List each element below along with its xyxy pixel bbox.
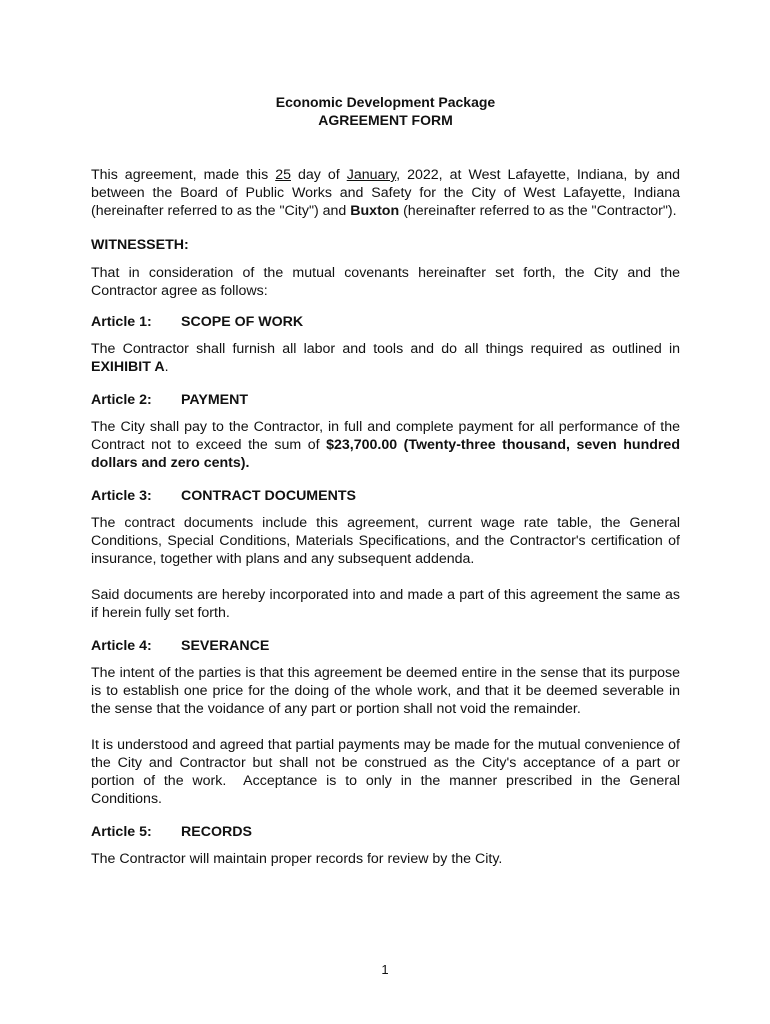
article-title: RECORDS — [181, 824, 252, 840]
article-5-text: The Contractor will maintain proper records for review by the City. — [91, 851, 503, 867]
witnesseth-heading: WITNESSETH: — [91, 237, 189, 253]
article-3-paragraph-1: The contract documents include this agreement, current wage rate table, the General Conditions, Special Conditions, Materials Specifications, and the Contractor's certification of insurance, together with plans and any subsequent addenda. — [91, 515, 680, 567]
article-number: Article 3: — [91, 488, 152, 504]
doc-title-line1: Economic Development Package — [275, 94, 496, 110]
article-title: CONTRACT DOCUMENTS — [181, 488, 356, 504]
article-2-heading — [91, 391, 680, 409]
article-4-paragraph-1: The intent of the parties is that this agreement be deemed entire in the sense that its purpose is to establish one price for the doing of the whole work, and that it be deemed severable in the sense that the voidance of any part or portion shall not void the remainder. — [91, 665, 680, 717]
article-5-heading — [91, 823, 680, 841]
article-3-paragraph-2: Said documents are hereby incorporated into and made a part of this agreement the same as if herein fully set forth. — [91, 587, 680, 621]
article-text: The Contractor shall furnish all labor and tools and do all things required as outlined in — [91, 341, 680, 357]
article-number: Article 4: — [91, 638, 152, 654]
article-4-heading — [91, 637, 680, 655]
doc-title-line2: AGREEMENT FORM — [318, 112, 453, 128]
article-number: Article 5: — [91, 824, 152, 840]
article-text: . — [164, 359, 169, 375]
article-title: PAYMENT — [181, 392, 249, 408]
document-body — [91, 93, 684, 868]
article-1-text — [91, 340, 680, 376]
exhibit-reference: EXIHIBIT A — [91, 359, 165, 375]
intro-text: , 2022, at West Lafayette, Indiana, by and between the Board of Public Works and Safety for the City of West Lafayette, Indiana (hereinafter referred to as the "City") and — [91, 167, 681, 219]
witnesseth-text: That in consideration of the mutual covenants hereinafter set forth, the City and the Contractor agree as follows: — [91, 265, 680, 299]
intro-text: (hereinafter referred to as the "Contractor"). — [399, 203, 677, 219]
payment-amount: $23,700.00 (Twenty-three thousand, seven hundred dollars and zero cents). — [91, 437, 680, 471]
article-3-heading — [91, 487, 680, 505]
intro-text: This agreement, made this — [91, 167, 276, 183]
article-title: SEVERANCE — [181, 638, 270, 654]
article-text: The City shall pay to the Contractor, in full and complete payment for all performance of the Contract not to exceed the sum of — [91, 419, 680, 453]
contractor-name: Buxton — [350, 203, 400, 219]
article-2-text — [91, 418, 680, 472]
agreement-day: 25 — [275, 167, 291, 183]
article-number: Article 1: — [91, 314, 152, 330]
article-1-heading — [91, 313, 680, 331]
intro-paragraph — [91, 166, 680, 220]
intro-text: day of — [290, 167, 347, 183]
article-4-paragraph-2: It is understood and agreed that partial payments may be made for the mutual convenience of the City and Contractor but shall not be construed as the City's acceptance of a part or portion of the work. Acceptance is to only in the manner prescribed in the General Conditions. — [91, 737, 684, 807]
article-number: Article 2: — [91, 392, 152, 408]
page-number: 1 — [381, 962, 389, 977]
article-title: SCOPE OF WORK — [181, 314, 304, 330]
agreement-month: January — [346, 167, 397, 183]
